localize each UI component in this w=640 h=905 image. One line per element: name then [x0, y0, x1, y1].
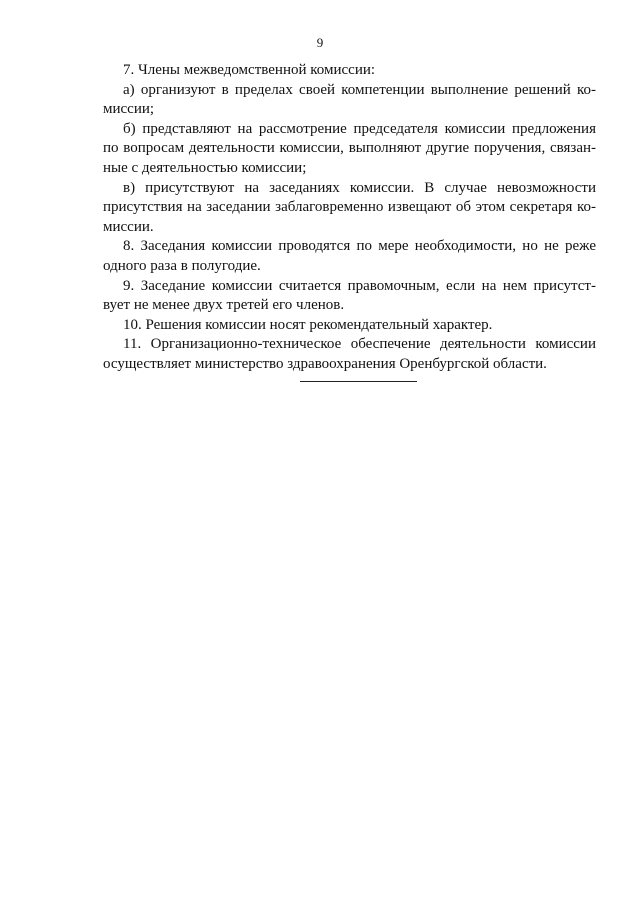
paragraph-item-a: а) организуют в пределах своей компетенции выполнение решений ко-миссии;: [103, 81, 596, 118]
page-number: 9: [316, 35, 324, 50]
paragraph-commission-members: 7. Члены межведомственной комиссии:: [123, 62, 376, 78]
paragraph-item-b: б) представляют на рассмотрение председателя комиссии предложения по вопросам деятельности комиссии, выполняют другие поручения, связан-ные с деятельностью комиссии;: [103, 120, 596, 176]
document-body: [103, 61, 596, 375]
paragraph-quorum: 9. Заседание комиссии считается правомочным, если на нем присутст-вует не менее двух третей его членов.: [103, 277, 596, 314]
paragraph-meetings-frequency: 8. Заседания комиссии проводятся по мере необходимости, но не реже одного раза в полугодие.: [103, 238, 596, 274]
end-of-document-rule: [300, 381, 417, 382]
paragraph-recommendations: 10. Решения комиссии носят рекомендательный характер.: [123, 316, 493, 333]
paragraph-item-c: в) присутствуют на заседаниях комиссии. В случае невозможности присутствия на заседании заблаговременно извещают об этом секретаря ко-миссии.: [103, 179, 596, 235]
paragraph-organizational-support: 11. Организационно-техническое обеспечение деятельности комиссии осуществляет министерство здравоохранения Оренбургской области.: [103, 336, 596, 372]
